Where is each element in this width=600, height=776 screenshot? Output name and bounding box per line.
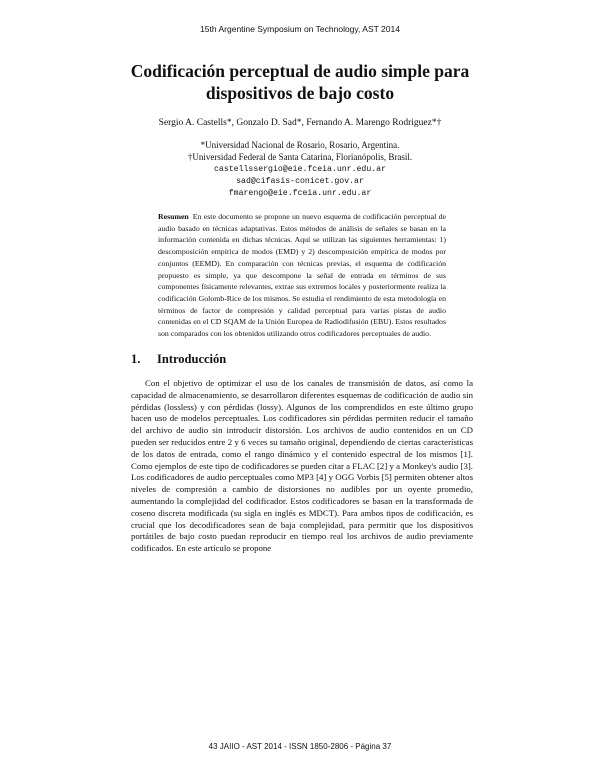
paper-title [100, 60, 500, 104]
page-footer: 43 JAIIO - AST 2014 - ISSN 1850-2806 - Página 37 [208, 742, 392, 751]
affiliations-block [80, 139, 520, 200]
email-castells: castellssergio@eie.fceia.unr.edu.ar [214, 164, 386, 174]
email-sad: sad@cifasis-conicet.gov.ar [236, 176, 364, 186]
affiliation-rosario: *Universidad Nacional de Rosario, Rosario, Argentina. [200, 140, 400, 150]
author-list: Sergio A. Castells*, Gonzalo D. Sad*, Fernando A. Marengo Rodriguez*† [158, 118, 442, 128]
section-number: 1. [131, 352, 141, 366]
abstract-text: En este documento se propone un nuevo esquema de codificación perceptual de audio basado en técnicas adaptativas. Estos métodos de análisis de señales se basan en la información contenida en dichas técnicas. Aquí se utilizan las siguientes herramientas: 1) descomposición empírica de modos (EMD) y 2) descomposición empírica de modos por conjuntos (EEMD). En comparación con técnicas previas, el esquema de codificación propuesto es simple, ya que descompone la señal de entrada en términos de sus componentes físicamente relevantes, extrae sus extremos locales y posteriormente realiza la codificación Golomb-Rice de los mismos. Se estudia el rendimiento de esta metodología en términos de factor de compresión y calidad perceptual para varias pistas de audio contenidas en el CD SQAM de la Unión Europea de Radiodifusión (EBU). Estos resultados son comparados con los obtenidos utilizando otros codificadores perceptuales de audio. [158, 212, 446, 339]
abstract-label: Resumen [158, 212, 189, 221]
section-title: Introducción [157, 352, 227, 366]
section-heading [131, 352, 226, 367]
title-line-2: dispositivos de bajo costo [205, 83, 395, 103]
introduction-paragraph: Con el objetivo de optimizar el uso de los canales de transmisión de datos, así como la capacidad de almacenamiento, se desarrollaron diferentes esquemas de codificación de audio sin pérdidas (lossless) y con pérdidas (lossy). Algunos de los comprendidos en este último grupo hacen uso de modelos perceptuales. Los codificadores sin pérdidas permiten reducir el tamaño del archivo de audio sin introducir distorsión. Los archivos de audio contenidos en un CD pueden ser reducidos entre 2 y 6 veces su tamaño original, dependiendo de ciertas características de los datos de entrada, como el rango dinámico y el contenido espectral de los mismos [1]. Como ejemplos de este tipo de codificadores se pueden citar a FLAC [2] y a Monkey's audio [3]. Los codificadores de audio perceptuales como MP3 [4] y OGG Vorbis [5] permiten obtener altos niveles de compresión a cambio de distorsiones no audibles por un oyente promedio, aumentando la complejidad del codificador. Estos codificadores se basan en la transformada de coseno discreta modificada (su sigla en inglés es MDCT). Para ambos tipos de codificación, es crucial que los decodificadores sean de baja complejidad, para permitir que los dispositivos portátiles de bajo costo puedan reproducir en tiempo real los archivos de audio previamente codificados. En este artículo se propone [131, 378, 473, 554]
affiliation-santa-catarina: †Universidad Federal de Santa Catarina, Florianópolis, Brasil. [187, 152, 413, 163]
running-header: 15th Argentine Symposium on Technology, AST 2014 [200, 24, 400, 34]
email-marengo: fmarengo@eie.fceia.unr.edu.ar [228, 189, 372, 199]
abstract [158, 211, 446, 340]
title-line-1: Codificación perceptual de audio simple para [130, 61, 470, 81]
